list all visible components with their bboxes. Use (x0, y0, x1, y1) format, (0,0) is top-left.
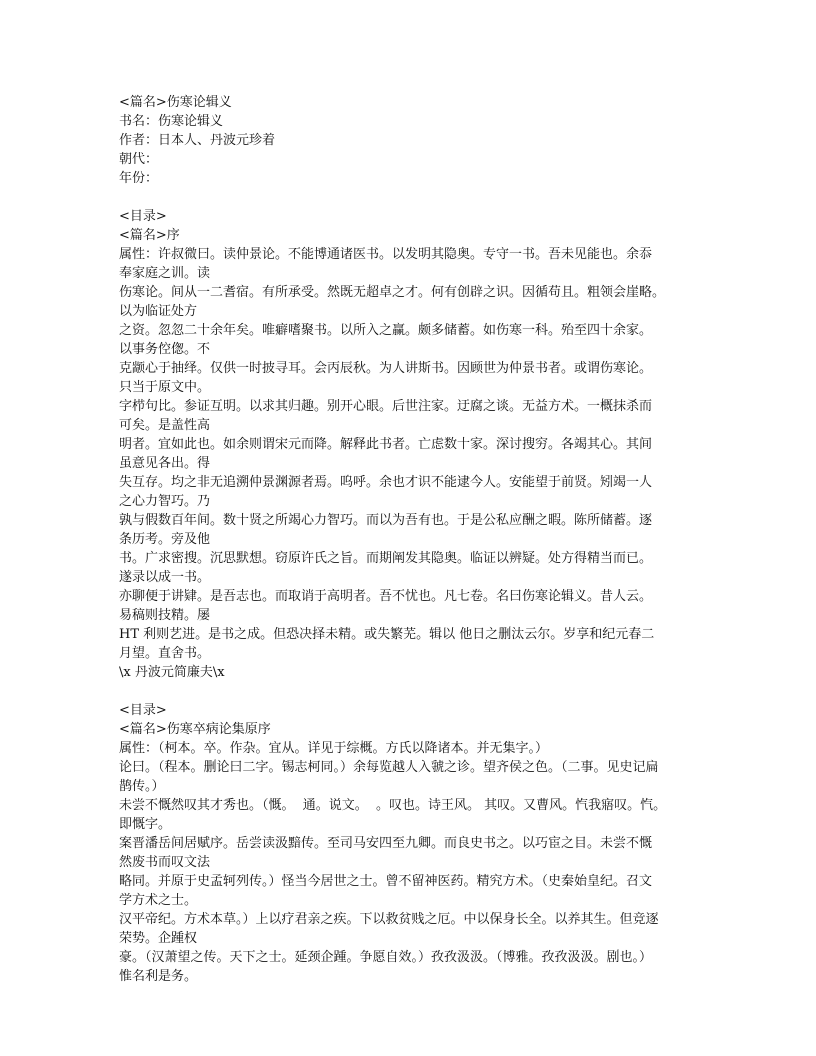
text-line: 月望。直舍书。 (119, 646, 211, 661)
text-line: HT 利则艺进。是书之成。但恐决择未精。或失繁芜。辑以 他日之删汰云尔。岁享和纪元春二 (119, 627, 655, 642)
text-line: 属性：（柯本。卒。作杂。宜从。详见于综概。方氏以降诸本。并无集字。） (119, 741, 549, 756)
text-line: 孰与假数百年间。数十贤之所竭心力智巧。而以为吾有也。于是公私应酬之暇。陈所储蓄。逐 (119, 513, 653, 528)
text-line: 遂录以成一书。 (119, 570, 211, 585)
text-line: 论曰。（程本。删论曰二字。锡志柯同。）余每览越人入虢之诊。望齐侯之色。（二事。见史记扁 (119, 760, 659, 775)
chapter-title-line: <篇名>伤寒论辑义 (119, 95, 232, 110)
text-line: 鹊传。） (119, 779, 165, 794)
text-line: 可矣。是盖性高 (119, 418, 211, 433)
text-line: 之心力智巧。乃 (119, 494, 211, 509)
section-original-preface (119, 701, 701, 986)
text-line: 汉平帝纪。方术本草。）上以疗君亲之疾。下以救贫贱之厄。中以保身长全。以养其生。但竞逐 (119, 912, 659, 927)
text-line: 克颛心于抽绎。仅供一时披寻耳。会丙辰秋。为人讲斯书。因顾世为仲景书者。或谓伤寒论。 (119, 361, 653, 376)
text-line: 之资。忽忽二十余年矣。唯癖嗜聚书。以所入之赢。颇多储蓄。如伤寒一科。殆至四十余家。 (119, 323, 653, 338)
text-line: 易稿则技精。屡 (119, 608, 211, 623)
toc-marker: <目录> (119, 703, 167, 718)
text-line: 亦聊便于讲肄。是吾志也。而取诮于高明者。吾不忧也。凡七卷。名曰伤寒论辑义。昔人云。 (119, 589, 653, 604)
text-line: 奉家庭之训。读 (119, 266, 211, 281)
text-line: 虽意见各出。得 (119, 456, 211, 471)
document-page (119, 93, 701, 986)
year-line: 年份： (119, 171, 159, 186)
section-chapter-line: <篇名>伤寒卒病论集原序 (119, 722, 271, 737)
text-line: 明者。宜如此也。如余则谓宋元而降。解释此书者。亡虑数十家。深讨搜穷。各竭其心。其间 (119, 437, 653, 452)
text-line: 字栉句比。参证互明。以求其归趣。别开心眼。后世注家。迂腐之谈。无益方术。一概抹杀而 (119, 399, 653, 414)
text-line: 以事务倥偬。不 (119, 342, 211, 357)
author-line: 作者：日本人、丹波元珍着 (119, 133, 276, 148)
text-line: 惟名利是务。 (119, 969, 198, 984)
text-line: 略同。并原于史孟轲列传。）怪当今居世之士。曾不留神医药。精究方术。（史秦始皇纪。召文 (119, 874, 653, 889)
text-line: 然废书而叹文法 (119, 855, 211, 870)
text-line: 未尝不慨然叹其才秀也。（慨。 通。说文。 。叹也。诗王风。 其叹。又曹风。忾我寤叹。忾。 (119, 798, 667, 813)
text-line: 学方术之士。 (119, 893, 198, 908)
text-line: 书。广求密搜。沉思默想。窃原许氏之旨。而期阐发其隐奥。临证以辨疑。处方得精当而已。 (119, 551, 653, 566)
toc-marker: <目录> (119, 209, 167, 224)
text-line: 条历考。旁及他 (119, 532, 211, 547)
text-line: 荣势。企踵权 (119, 931, 198, 946)
section-chapter-line: <篇名>序 (119, 228, 180, 243)
blank-line (119, 682, 701, 701)
text-line: 属性：许叔微曰。读仲景论。不能博通诸医书。以发明其隐奥。专守一书。吾未见能也。余忝 (119, 247, 653, 262)
text-line: 案晋潘岳间居赋序。岳尝读汲黯传。至司马安四至九卿。而良史书之。以巧宦之目。未尝不慨 (119, 836, 653, 851)
signature-line: \x 丹波元简廉夫\x (119, 665, 225, 680)
dynasty-line: 朝代： (119, 152, 159, 167)
text-line: 以为临证处方 (119, 304, 198, 319)
text-line: 伤寒论。间从一二耆宿。有所承受。然既无超卓之才。何有创辟之识。因循苟且。粗领会崖略。 (119, 285, 666, 300)
section-preface (119, 207, 701, 682)
book-name-line: 书名：伤寒论辑义 (119, 114, 224, 129)
text-line: 豪。（汉萧望之传。天下之士。延颈企踵。争愿自效。）孜孜汲汲。（博雅。孜孜汲汲。剧也。） (119, 950, 653, 965)
text-line: 只当于原文中。 (119, 380, 211, 395)
text-line: 即慨字。 (119, 817, 172, 832)
blank-line (119, 188, 701, 207)
text-line: 失互存。均之非无追溯仲景渊源者焉。呜呼。余也才识不能逮今人。安能望于前贤。矧竭一人 (119, 475, 653, 490)
